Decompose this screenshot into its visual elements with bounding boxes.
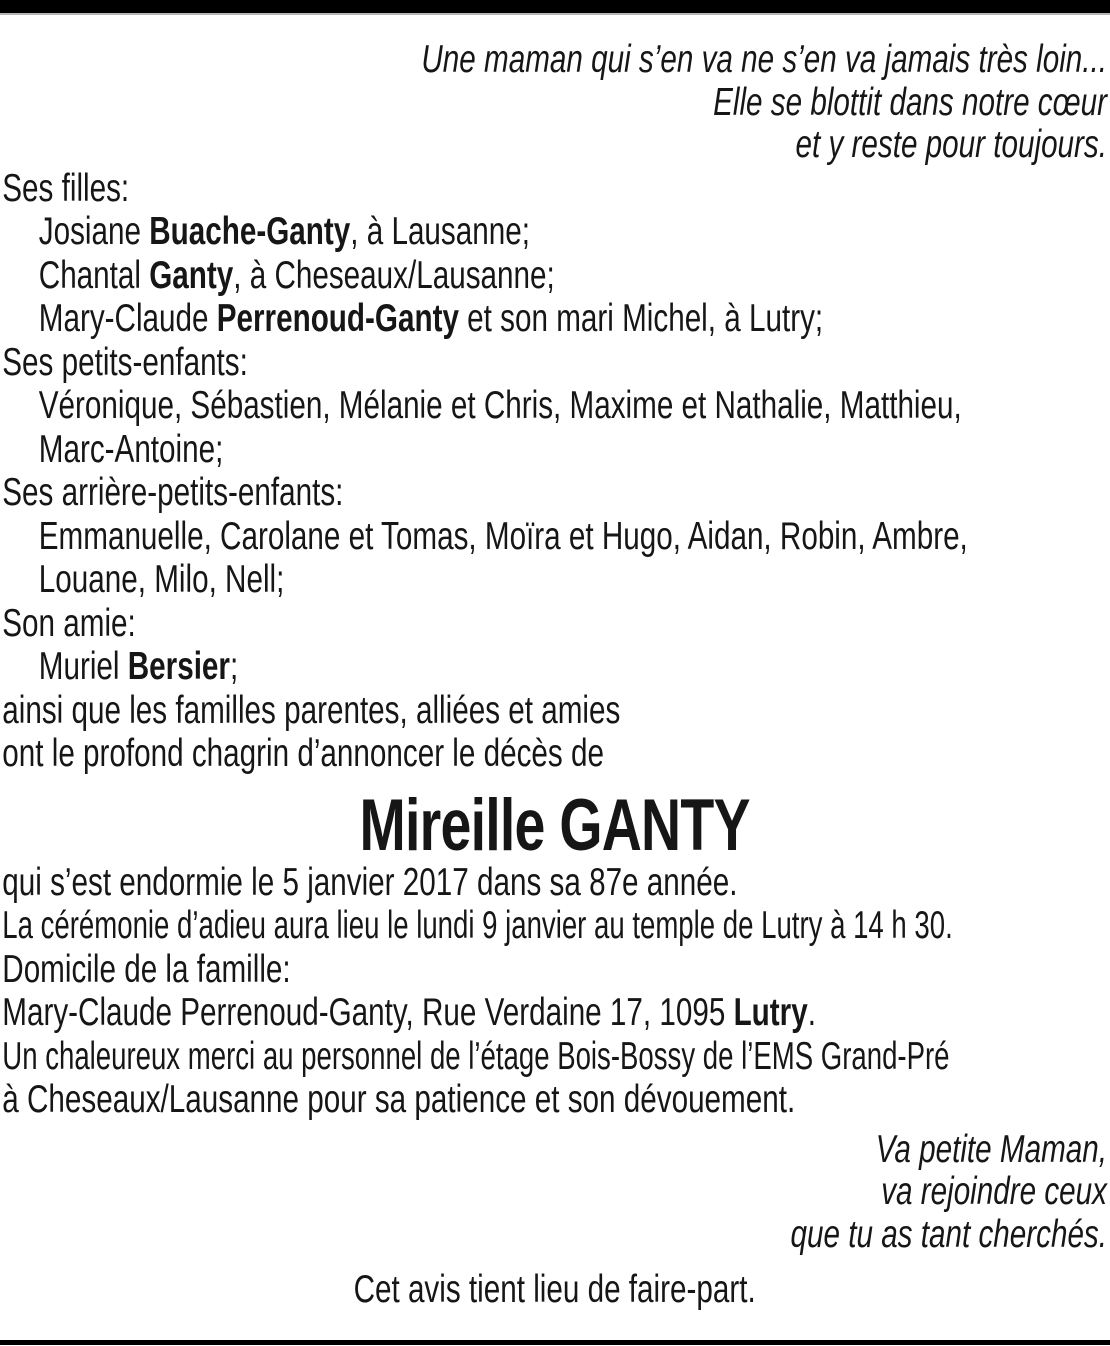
bottom-rule [0, 1340, 1110, 1345]
family-line [2, 645, 1107, 689]
details-line-text: La cérémonie d’adieu aura lieu le lundi 9 janvier au temple de Lutry à 14 h 30. [2, 904, 953, 947]
family-line [2, 428, 1107, 472]
family-line-text: Ses filles: [2, 166, 130, 210]
surname-bold: Buache-Ganty [149, 210, 351, 253]
farewell-line: va rejoindre ceux [881, 1170, 1107, 1213]
details [2, 861, 1107, 1122]
epigraph-line: Elle se blottit dans notre cœur [713, 80, 1107, 124]
family-line-text: et son mari Michel, à Lutry; [458, 297, 824, 340]
family-line [2, 732, 1107, 776]
details-line [2, 948, 1107, 992]
family-line [2, 167, 1107, 211]
details-line-text: Un chaleureux merci au personnel de l’étage Bois-Bossy de l’EMS Grand-Pré [2, 1034, 950, 1078]
details-line-text: . [807, 991, 816, 1034]
farewell-verse [2, 1129, 1107, 1257]
family-line-text: Emmanuelle, Carolane et Tomas, Moïra et Hugo, Aidan, Robin, Ambre, [38, 514, 968, 558]
epigraph [2, 39, 1107, 167]
surname-bold: Ganty [149, 253, 234, 297]
family-line-text: Josiane [38, 210, 150, 253]
family-line-text: , à Lausanne; [350, 210, 530, 253]
farewell-line: que tu as tant cherchés. [790, 1212, 1107, 1256]
surname-bold: Bersier [127, 645, 230, 688]
family-line-text: Marc-Antoine; [38, 427, 224, 471]
deceased-name: Mireille GANTY [359, 784, 750, 866]
family-line-text: ; [229, 645, 239, 688]
details-line [2, 1078, 1107, 1122]
details-line [2, 904, 1107, 948]
family-line-text: Mary-Claude [38, 297, 217, 340]
family-line [2, 558, 1107, 602]
farewell-line: Va petite Maman, [875, 1127, 1107, 1171]
family-line-text: , à Cheseaux/Lausanne; [233, 253, 555, 297]
details-line [2, 1035, 1107, 1079]
family-line-text: Ses petits-enfants: [2, 340, 248, 384]
family-line [2, 210, 1107, 254]
place-bold: Lutry [733, 991, 808, 1034]
family-line [2, 297, 1107, 341]
epigraph-line: Une maman qui s’en va ne s’en va jamais très loin... [421, 38, 1107, 81]
family-line-text: Son amie: [2, 601, 136, 645]
family-line [2, 689, 1107, 733]
details-line [2, 861, 1107, 905]
closing-line: Cet avis tient lieu de faire-part. [353, 1268, 756, 1311]
epigraph-line: et y reste pour toujours. [795, 123, 1107, 166]
family-line-text: ainsi que les familles parentes, alliées et amies [2, 688, 621, 732]
family-line-text: Louane, Milo, Nell; [38, 558, 285, 601]
details-line-text: qui s’est endormie le 5 janvier 2017 dans sa 87e année. [2, 860, 738, 904]
details-line-text: à Cheseaux/Lausanne pour sa patience et son dévouement. [2, 1078, 796, 1121]
family-line [2, 384, 1107, 428]
details-line [2, 991, 1107, 1035]
family-line [2, 471, 1107, 515]
family-line [2, 254, 1107, 298]
family-line [2, 515, 1107, 559]
family-line [2, 341, 1107, 385]
family-line-text: Chantal [38, 253, 150, 297]
family-line-text: ont le profond chagrin d’annoncer le décès de [2, 732, 604, 775]
family-line-text: Muriel [38, 645, 128, 688]
family-list [2, 167, 1107, 776]
family-line-text: Ses arrière-petits-enfants: [2, 471, 344, 514]
family-line-text: Véronique, Sébastien, Mélanie et Chris, Maxime et Nathalie, Matthieu, [38, 384, 962, 427]
family-line [2, 602, 1107, 646]
details-line-text: Mary-Claude Perrenoud-Ganty, Rue Verdaine 17, 1095 [2, 991, 734, 1034]
surname-bold: Perrenoud-Ganty [216, 297, 459, 340]
details-line-text: Domicile de la famille: [2, 947, 291, 991]
